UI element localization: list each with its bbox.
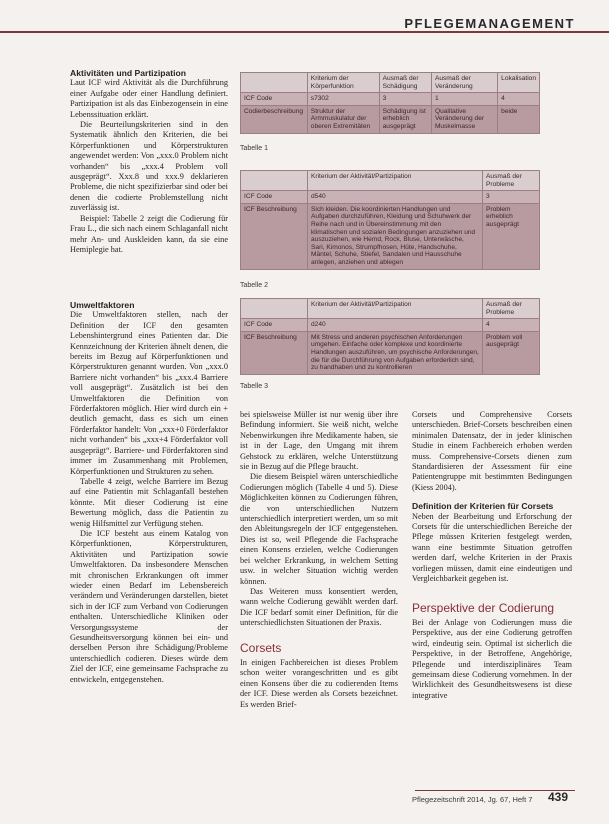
heading-perspektive: Perspektive der Codierung [412, 600, 555, 615]
table-cell: Ausmaß der Probleme [483, 171, 540, 191]
journal-citation: Pflegezeitschrift 2014, Jg. 67, Heft 7 [412, 795, 533, 804]
table-cell: s7302 [307, 93, 379, 106]
table-cell: Problem voll ausgeprägt [483, 331, 540, 374]
table-cell [241, 299, 308, 319]
table-cell: beide [498, 105, 540, 133]
heading-corsets: Corsets [240, 640, 282, 655]
table-header-row [241, 299, 540, 319]
table-2 [240, 170, 540, 270]
col3-bottom [412, 410, 572, 701]
paragraph: Laut ICF wird Aktivität als die Durchführung einer Aufgabe oder einer Handlung definiert. Partizipation ist als das Einbezogensein in eine Lebenssituation erklärt. [70, 78, 228, 119]
table-row [241, 105, 540, 133]
table-cell: Problem erheblich ausgeprägt [483, 203, 540, 269]
table-cell [241, 73, 308, 93]
paragraph: Corsets und Comprehensive Corsets unterschieden. Brief-Corsets beschreiben einen minimalen Datensatz, der in jeder klinischen Studie in einem Fachbereich erhoben werden muss. Comprehensive-Corsets dienen zum Standardisieren der Assessment für eine Patientengruppe mit bestimmten Bedingungen (Kiess 2004). [412, 410, 572, 492]
table-cell: ICF Code [241, 319, 308, 332]
paragraph: Die Umweltfaktoren stellen, nach der Definition der ICF den gesamten Lebenshintergrund eines Patienten dar. Die Kennzeichnung der Kriterien ähnelt denen, die bereits im Bezug auf Körperfunktionen und Körperstrukturen genannt wurden. Von „xxx.0 Barriere nicht vorhanden“ bis „xxx.4 Barriere voll ausgeprägt“. Zusätzlich ist bei den Umweltfaktoren die Definition von Förderfaktoren möglich. Hier wird durch ein + deutlich gemacht, dass es sich um einen Förderfaktor handelt: Von „xxx+0 Förderfaktor nicht vorhanden“ bis „xxx+4 Förderfaktor voll ausgeprägt“. Barriere- und Förderfaktoren sind immer im Zusammenhang mit Problemen, Körperfunktionen und Strukturen zu sehen. [70, 310, 228, 476]
table-row [241, 93, 540, 106]
table-cell: d240 [308, 319, 483, 332]
table-header-row [241, 73, 540, 93]
table-2-caption: Tabelle 2 [240, 282, 269, 289]
table-cell: Lokalisation [498, 73, 540, 93]
col1-top [70, 68, 228, 255]
table-cell: Kriterium der Aktivität/Partizipation [308, 171, 483, 191]
table-cell: 4 [483, 319, 540, 332]
table-header-row [241, 171, 540, 191]
paragraph: Tabelle 4 zeigt, welche Barriere im Bezug auf eine Patientin mit Schlaganfall bestehen könnte. Mit dieser Codierung ist eine Bewertung möglich, dass die Patientin zu wenig Hilfsmittel zur Verfügung stehen. [70, 476, 228, 528]
heading-aktivitaeten: Aktivitäten und Partizipation [70, 68, 187, 78]
paragraph: In einigen Fachbereichen ist dieses Problem schon weiter vorangeschritten und es gibt einen Konsens über die zu codierenden Items der ICF. Diese werden als Corsets bezeichnet. Es werden Brief- [240, 657, 398, 709]
paragraph: Die diesem Beispiel wären unterschiedliche Codierungen möglich (Tabelle 4 und 5). Diese Möglichkeiten können zu Codierungen führen, die von unterschiedlichen Nutzern unterschiedlich interpretiert werden, um so mit den Ableitungsregeln der ICF entgegenstehen. Dies ist so, weil Pflegende die Fachsprache einen Konsens erzielen, welche Codierungen bei welcher Erkrankung, in welchem Setting usw. in welcher Situation wichtig werden können. [240, 472, 398, 586]
table-cell: Qualitative Veränderung der Muskelmasse [431, 105, 497, 133]
table-cell: Ausmaß der Veränderung [431, 73, 497, 93]
table-1-caption: Tabelle 1 [240, 145, 269, 152]
table-cell: 1 [431, 93, 497, 106]
table-cell: ICF Beschreibung [241, 331, 308, 374]
col1-bottom [70, 300, 228, 685]
heading-umweltfaktoren: Umweltfaktoren [70, 300, 135, 310]
table-cell: Kriterium der Körperfunktion [307, 73, 379, 93]
paragraph: Die Beurteilungskriterien sind in den Systematik ähnlich den Kriterien, die bei Körperfunktionen und Körperstrukturen angewendet werden: Von „xxx.0 Problem nicht vorhanden“ bis „xxx.4 Problem voll ausgeprägt“. Xxx.8 und xxx.9 deklarieren Probleme, die nicht spezifizierbar sind oder bei denen die codierte Problemstellung nicht zuverlässig ist. [70, 120, 228, 213]
table-cell [241, 171, 308, 191]
table-cell: Ausmaß der Probleme [483, 299, 540, 319]
table-cell: Kriterium der Aktivität/Partizipation [308, 299, 483, 319]
table-1 [240, 72, 540, 134]
table-cell: Codierbeschreibung [241, 105, 308, 133]
header-rule [0, 31, 609, 33]
paragraph: Das Weiteren muss konsentiert werden, wann welche Codierung gewählt werden darf. Die ICF bedarf somit einer Definition, für die unterschiedlichsten Situationen der Praxis. [240, 586, 398, 628]
table-row [241, 319, 540, 332]
table-cell: 3 [379, 93, 431, 106]
heading-definition: Definition der Kriterien für Corsets [412, 501, 554, 512]
table-cell: Struktur der Armmuskulatur der oberen Extremitäten [307, 105, 379, 133]
table-cell: Mit Stress und anderen psychischen Anforderungen umgehen. Einfache oder komplexe und koordinierte Handlungen auszuführen, um psychische Anforderungen, die für die Durchführung von Aufgaben erforderlich sind, zu handhaben und zu kontrollieren [308, 331, 483, 374]
table-3 [240, 298, 540, 375]
table-cell: Ausmaß der Schädigung [379, 73, 431, 93]
section-title: PFLEGEMANAGEMENT [404, 16, 575, 31]
table-cell: ICF Code [241, 191, 308, 204]
col2-bottom [240, 410, 398, 710]
table-cell: 4 [498, 93, 540, 106]
table-3-caption: Tabelle 3 [240, 383, 269, 390]
paragraph: bei spielsweise Müller ist nur wenig über ihre Befindung informiert. Sie weiß nicht, welche Nebenwirkungen ihre Medikamente haben, sie ist in der Lage, den Umgang mit ihrem Gehstock zu erklären, welche Unterstützung sie in Bezug auf die Pflege braucht. [240, 410, 398, 472]
paragraph: Bei der Anlage von Codierungen muss die Perspektive, aus der eine Codierung getroffen wird, eindeutig sein. Optimal ist sicherlich die Perspektive, in der Betroffene, Angehörige, Pflegende und interdisziplinäres Team gemeinsam diese Codierung vornehmen. In der Wirklichkeit des Gesundheitswesens ist diese integrative [412, 617, 572, 700]
table-row [241, 203, 540, 269]
page-number: 439 [548, 790, 569, 804]
paragraph: Die ICF besteht aus einem Katalog von Körperfunktionen, Körperstrukturen, Aktivitäten und Partizipation sowie Umweltfaktoren. Da insbesondere Menschen mit chronischen Erkrankungen oft immer wieder einen Bedarf im Lebensbereich verändern und Veränderungen darstellen, bietet sich in der ICF zum Verband von Codierungen enthalten. Unterschiedliche Kliniken oder Versorgungssysteme der Gesundheitsversorgung können bei ein- und derselben Person ihre Schädigung/Probleme unterschiedlich codieren. Dieses würde dem Ziel der ICF, eine gemeinsame Fachsprache zu entwickeln, entgegenstehen. [70, 528, 228, 684]
table-cell: Sich kleiden. Die koordinierten Handlungen und Aufgaben durchzuführen, Kleidung und Schuhwerk der Reihe nach und in Übereinstimmung mit den klimatischen und sozialen Bedingungen anzuziehen und auszuziehen, wie Hemd, Rock, Bluse, Unterwäsche, Sari, Kimonos, Strumpfhosen, Hüte, Handschuhe, Mäntel, Schuhe, Stiefel, Sandalen und Hausschuhe anlegen, anziehen und ablegen [308, 203, 483, 269]
table-row [241, 331, 540, 374]
paragraph: Neben der Bearbeitung und Erforschung der Corsets für die unterschiedlichen Bereiche der Pflege müssen Kriterien festgelegt werden, wann eine bestimmte Situation getroffen werden darf, welche Kriterien in der Praxis vorliegen müssen, damit eine eindeutigen und Vergleichbarkeit gegeben ist. [412, 511, 572, 584]
table-cell: Schädigung ist erheblich ausgeprägt [379, 105, 431, 133]
page-header [0, 0, 609, 40]
table-cell: 3 [483, 191, 540, 204]
table-row [241, 191, 540, 204]
table-cell: ICF Code [241, 93, 308, 106]
table-cell: d540 [308, 191, 483, 204]
table-cell: ICF Beschreibung [241, 203, 308, 269]
paragraph: Beispiel: Tabelle 2 zeigt die Codierung für Frau L., die sich nach einem Schlaganfall nicht mehr An- und Auskleiden kann, da sie eine Hemiplegie hat. [70, 213, 228, 254]
